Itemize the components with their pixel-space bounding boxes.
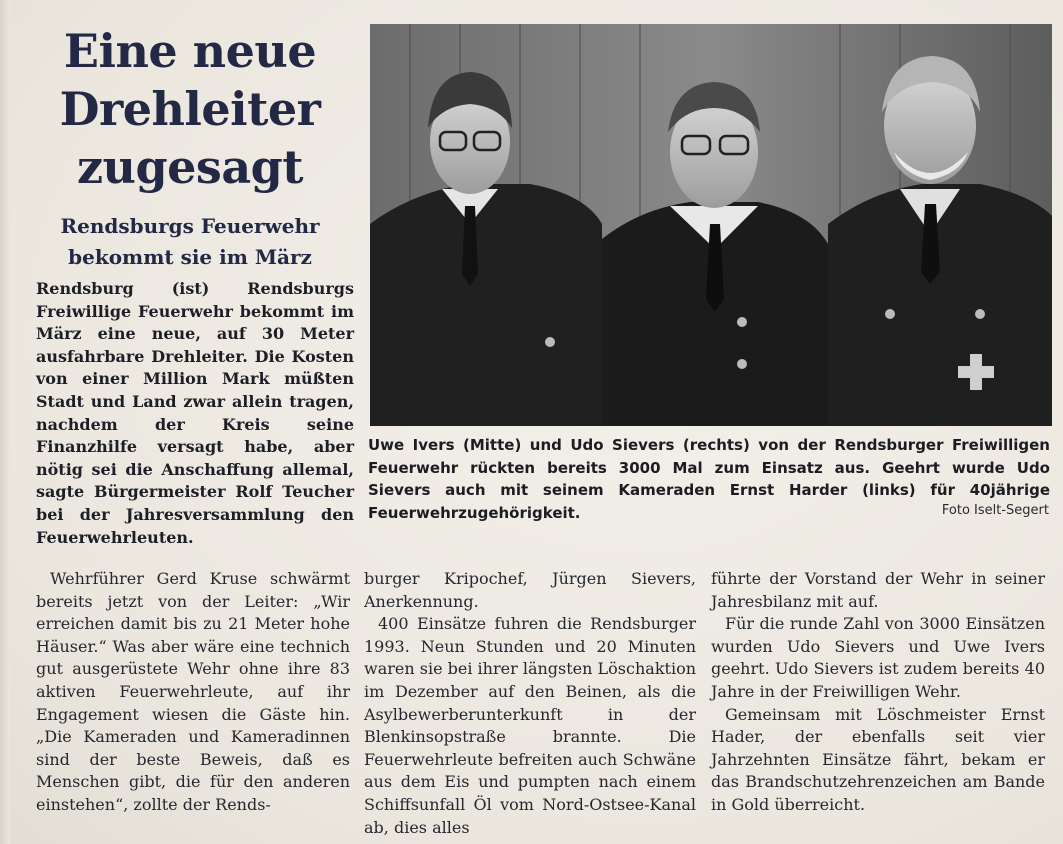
article-column-2	[364, 568, 696, 839]
photo-illustration	[370, 24, 1052, 426]
article-headline: Eine neue Drehleiter zugesagt	[59, 24, 321, 194]
photo-three-firefighters	[370, 24, 1052, 426]
article-column-1	[36, 568, 350, 817]
photo-credit: Foto Iselt-Segert	[941, 503, 1049, 518]
article-column-3	[711, 568, 1045, 817]
article-subhead: Rendsburgs Feuerwehr bekommt sie im März	[60, 214, 320, 269]
photo-caption: Uwe Ivers (Mitte) und Udo Sievers (rechts) von der Rendsburger Freiwilligen Feuerwehr rückten bereits 3000 Mal zum Einsatz aus. Geehrt wurde Udo Sievers auch mit seinem Kameraden Ernst Harder (links) für 40jährige Feuerwehrzugehörigkeit.	[368, 436, 1050, 522]
paragraph: Gemeinsam mit Löschmeister Ernst Hader, der ebenfalls seit vier Jahrzehnten Einsätze fährt, bekam er das Brandschutzehrenzeichen am Bande in Gold überreicht.	[711, 704, 1045, 814]
paragraph: 400 Einsätze fuhren die Rendsburger 1993. Neun Stunden und 20 Minuten waren sie bei ihrer längsten Löschaktion im Dezember auf den Beinen, als die Asylbewerberunterkunft in der Blenkinsopstraße brannte. Die Feuerwehrleute befreiten auch Schwäne aus dem Eis und pumpten nach einem Schiffsunfall Öl vom Nord-Ostsee-Kanal ab, dies alles	[364, 614, 696, 837]
paragraph: Für die runde Zahl von 3000 Einsätzen wurden Udo Sievers und Uwe Ivers geehrt. Udo Sievers ist zudem bereits 40 Jahre in der Freiwilligen Wehr.	[711, 614, 1045, 701]
paragraph: burger Kripochef, Jürgen Sievers, Anerkennung.	[364, 569, 696, 611]
article-lead: Rendsburg (ist) Rendsburgs Freiwillige Feuerwehr bekommt im März eine neue, auf 30 Meter ausfahrbare Drehleiter. Die Kosten von einer Million Mark müßten Stadt und Land zwar allein tragen, nachdem der Kreis seine Finanzhilfe versagt habe, aber nötig sei die Anschaffung allemal, sagte Bürgermeister Rolf Teucher bei der Jahresversammlung den Feuerwehrleuten.	[36, 279, 354, 547]
paragraph: führte der Vorstand der Wehr in seiner Jahresbilanz mit auf.	[711, 569, 1045, 611]
page-edge-shadow	[0, 0, 10, 844]
paragraph: Wehrführer Gerd Kruse schwärmt bereits jetzt von der Leiter: „Wir erreichen damit bis zu 21 Meter hohe Häuser.“ Was aber wäre eine technich gut ausgerüstete Wehr ohne ihre 83 aktiven Feuerwehrleute, auf ihr Engagement wiesen die Gäste hin. „Die Kameraden und Kameradinnen sind der beste Beweis, daß es Menschen gibt, die für den anderen einstehen“, zollte der Rends-	[36, 569, 350, 814]
